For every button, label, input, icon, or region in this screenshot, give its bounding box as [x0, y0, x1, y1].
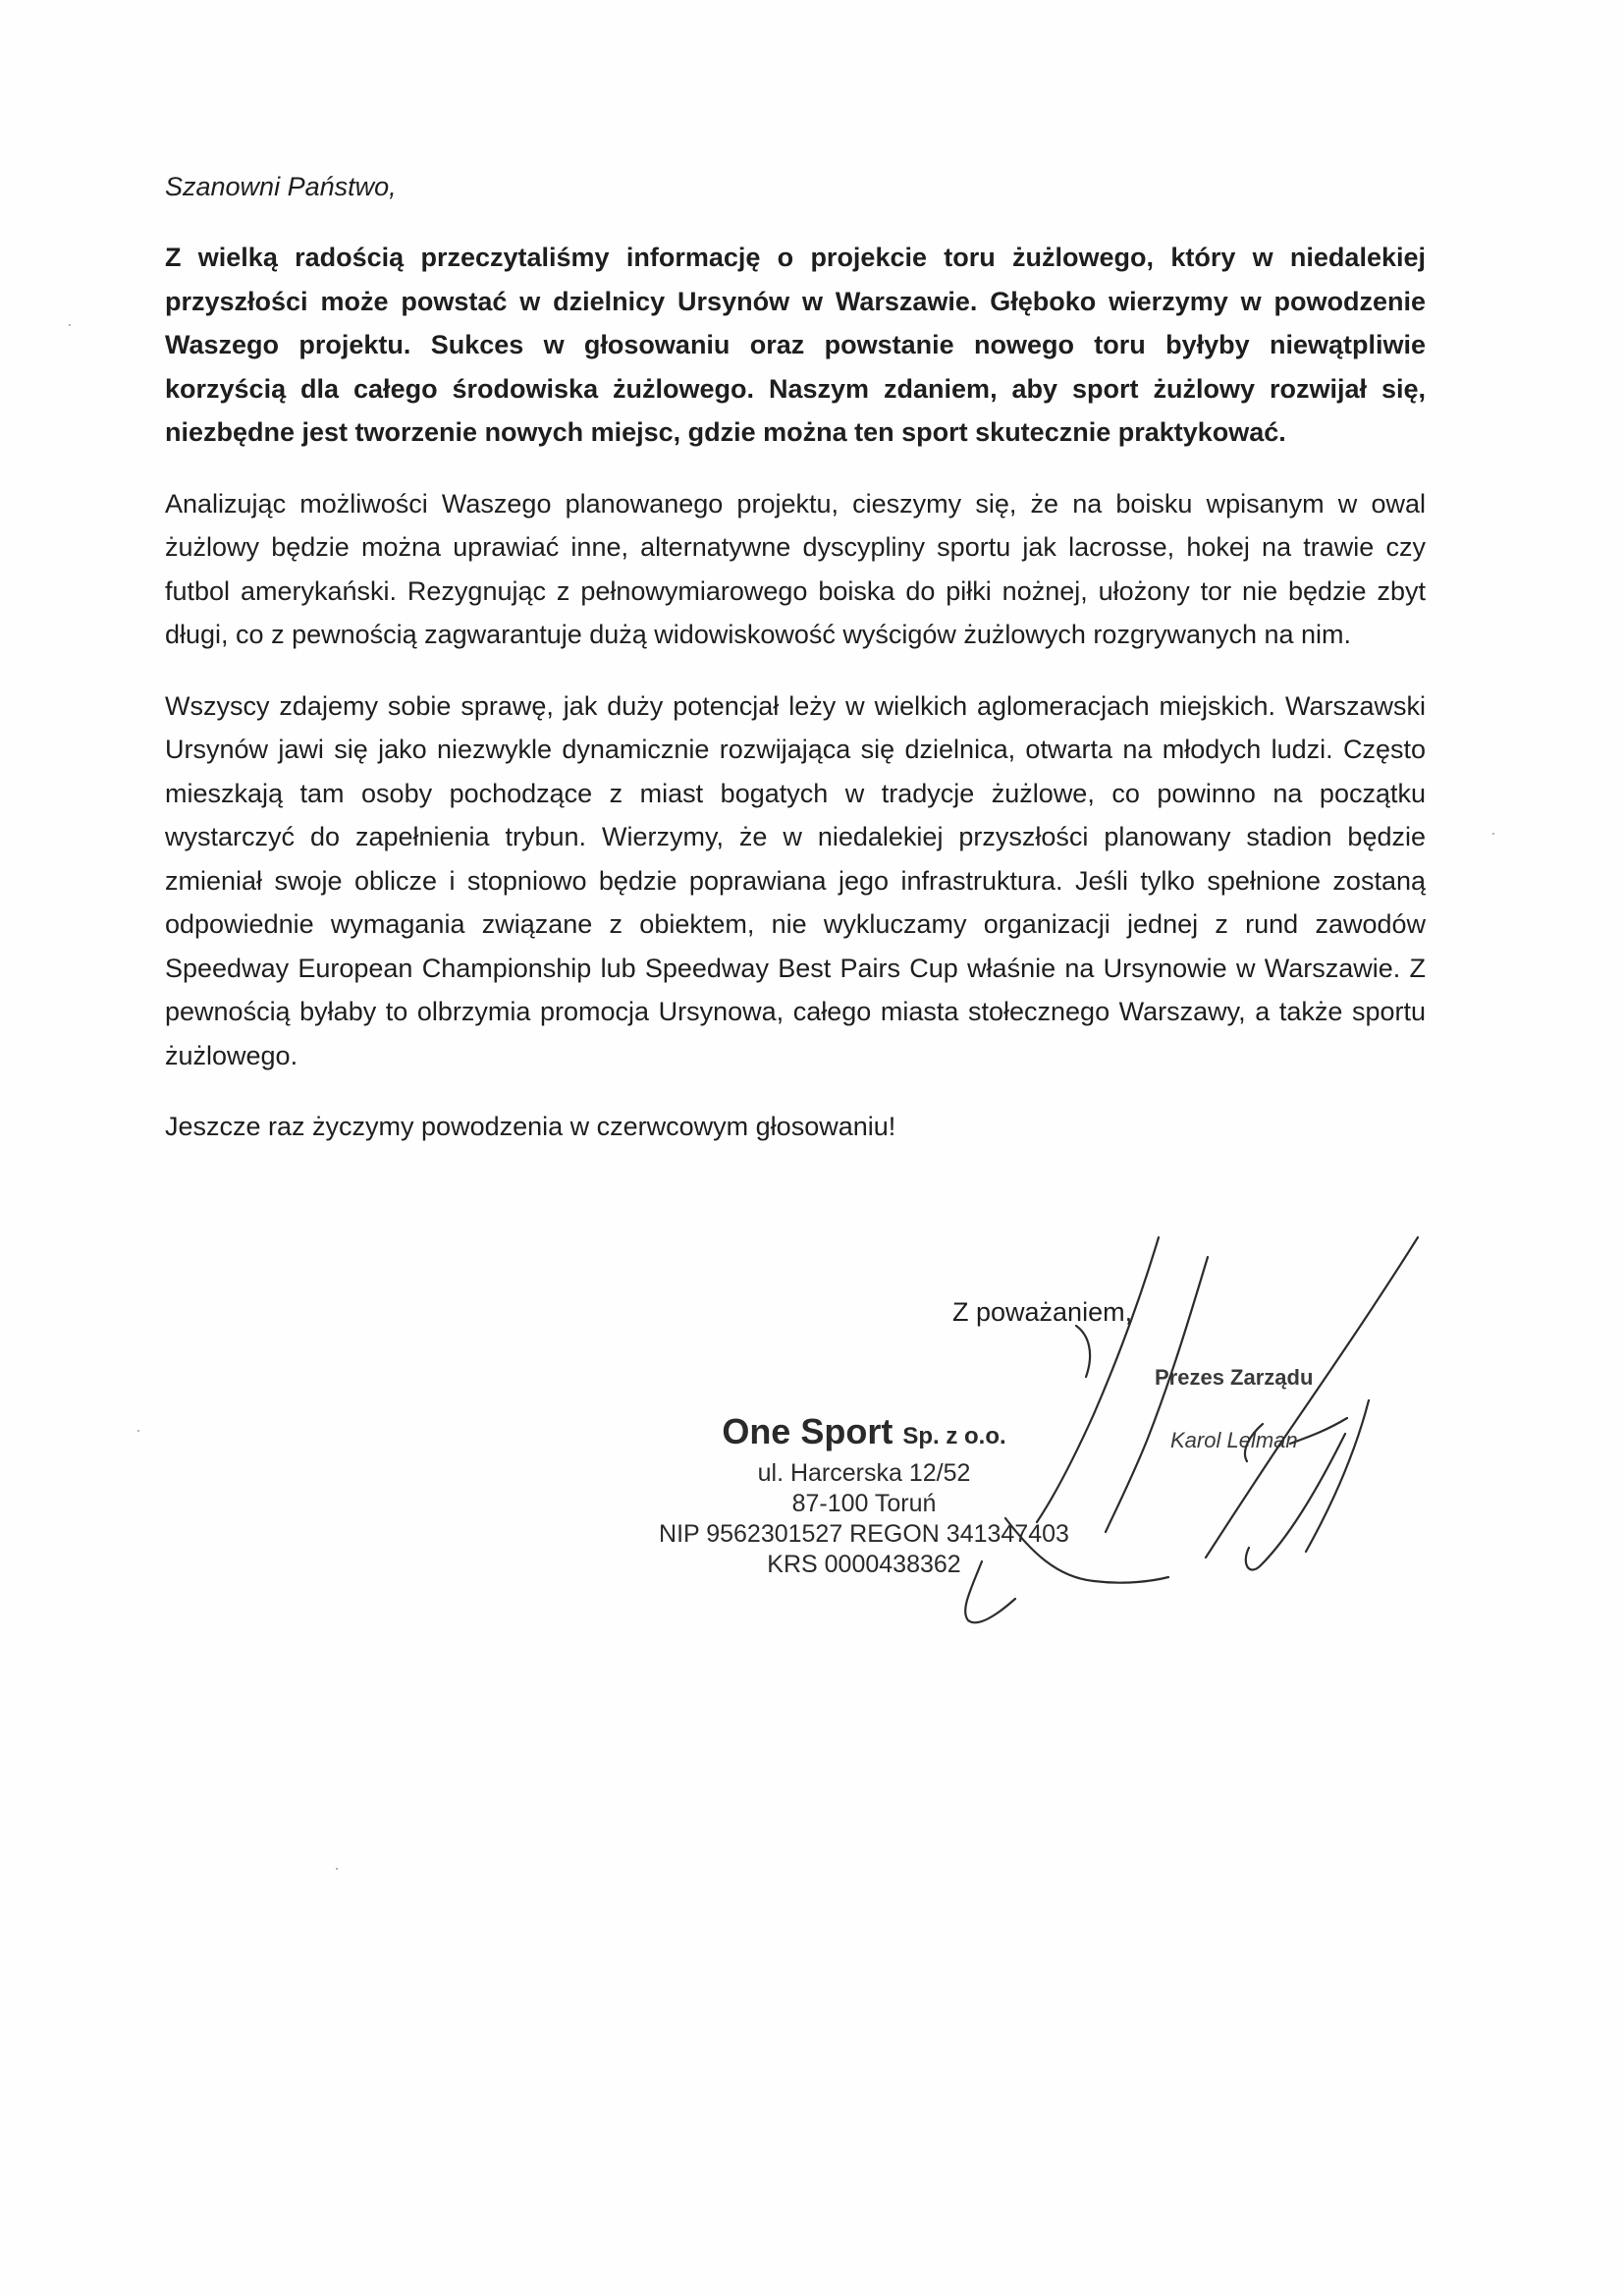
company-tax-ids: NIP 9562301527 REGON 341347403	[659, 1520, 1069, 1548]
company-address: ul. Harcerska 12/52	[757, 1459, 971, 1487]
paragraph-3: Wszyscy zdajemy sobie sprawę, jak duży potencjał leży w wielkich aglomeracjach miejskich. Warszawski Ursynów jawi się jako niezwykle dynamicznie rozwijająca się dzielnica, otwarta na młodych ludzi. Często mieszkają tam osoby pochodzące z miast bogatych w tradycje żużlowe, co powinno na początku wystarczyć do zapełnienia trybun. Wierzymy, że w niedalekiej przyszłości planowany stadion będzie zmieniał swoje oblicze i stopniowo będzie poprawiana jego infrastruktura. Jeśli tylko spełnione zostaną odpowiednie wymagania związane z obiektem, nie wykluczamy organizacji jednej z rund zawodów Speedway European Championship lub Speedway Best Pairs Cup właśnie na Ursynowie w Warszawie. Z pewnością byłaby to olbrzymia promocja Ursynowa, całego miasta stołecznego Warszawy, a także sportu żużlowego.	[165, 690, 1426, 1070]
regards-text: Z poważaniem,	[952, 1297, 1133, 1327]
scan-speck	[137, 1430, 139, 1432]
scan-speck	[1492, 833, 1494, 835]
letter-body	[165, 165, 1426, 1148]
scan-speck	[336, 1868, 338, 1870]
scan-speck	[69, 324, 71, 326]
handwritten-signature	[884, 1208, 1434, 1640]
company-suffix: Sp. z o.o.	[902, 1423, 1006, 1449]
paragraph-2: Analizując możliwości Waszego planowanego projektu, cieszymy się, że na boisku wpisanym w owal żużlowy będzie można uprawiać inne, alternatywne dyscypliny sportu jak lacrosse, hokej na trawie czy futbol amerykański. Rezygnując z pełnowymiarowego boiska do piłki nożnej, ułożony tor nie będzie zbyt długi, co z pewnością zagwarantuje dużą widowiskowość wyścigów żużlowych rozgrywanych na nim.	[165, 488, 1426, 649]
salutation: Szanowni Państwo,	[165, 172, 397, 201]
signer-name: Karol Lelman	[1170, 1428, 1298, 1452]
company-name: One Sport	[722, 1411, 893, 1451]
company-city: 87-100 Toruń	[791, 1490, 937, 1517]
signer-title: Prezes Zarządu	[1155, 1365, 1314, 1390]
closing-line: Jeszcze raz życzymy powodzenia w czerwcowym głosowaniu!	[165, 1112, 896, 1141]
company-krs: KRS 0000438362	[767, 1551, 961, 1578]
paragraph-1: Z wielką radością przeczytaliśmy informację o projekcie toru żużlowego, który w niedalekiej przyszłości może powstać w dzielnicy Ursynów w Warszawie. Głęboko wierzymy w powodzenie Waszego projektu. Sukces w głosowaniu oraz powstanie nowego toru byłyby niewątpliwie korzyścią dla całego środowiska żużlowego. Naszym zdaniem, aby sport żużlowy rozwijał się, niezbędne jest tworzenie nowych miejsc, gdzie można ten sport skutecznie praktykować.	[165, 243, 1426, 447]
